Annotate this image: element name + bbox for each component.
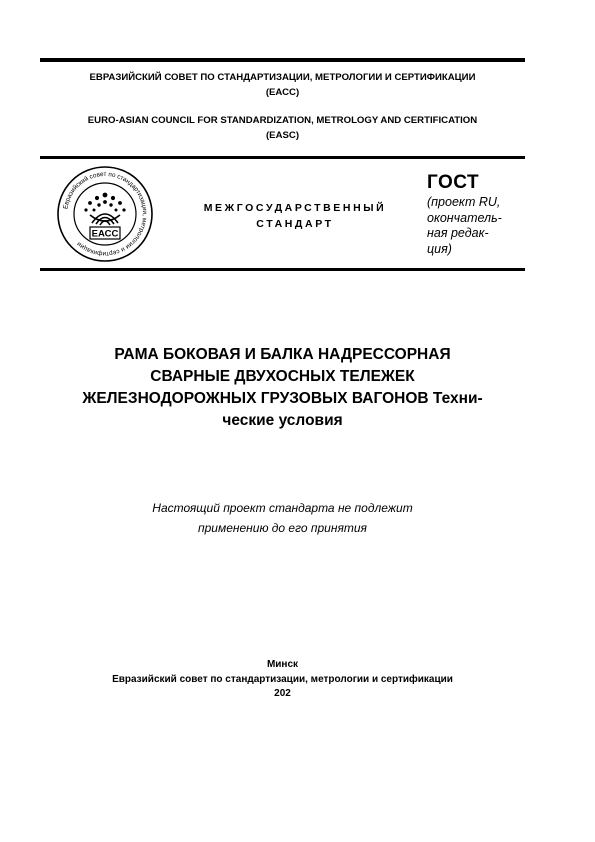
document-title-line4: ческие условия — [222, 412, 343, 429]
imprint-year: 202 — [274, 688, 291, 699]
imprint-city: Минск — [266, 659, 299, 670]
draft-status-line3: ная редак- — [427, 226, 489, 240]
gost-label: ГОСТ — [427, 172, 480, 193]
draft-status-line2: окончатель- — [427, 210, 502, 225]
draft-notice — [40, 498, 525, 538]
draft-notice-line2: применению до его принятия — [198, 521, 367, 535]
draft-status — [427, 195, 525, 257]
top-rule — [40, 58, 525, 62]
document-title — [40, 344, 525, 432]
council-abbr-en: (EASC) — [265, 130, 300, 141]
draft-status-line1: (проект RU, — [427, 195, 501, 209]
document-title-line1: РАМА БОКОВАЯ И БАЛКА НАДРЕССОРНАЯ — [114, 346, 451, 363]
draft-status-line4: ция) — [427, 241, 452, 256]
standard-type-line1: МЕЖГОСУДАРСТВЕННЫЙ — [203, 202, 387, 214]
gost-block — [427, 172, 525, 257]
imprint-publisher: Евразийский совет по стандартизации, метрологии и сертификации — [112, 673, 453, 685]
bottom-rule — [40, 268, 525, 271]
document-title-line2: СВАРНЫЕ ДВУХОСНЫХ ТЕЛЕЖЕК — [150, 368, 415, 385]
draft-notice-line1: Настоящий проект стандарта не подлежит — [152, 501, 413, 515]
seal-emblem — [84, 193, 125, 212]
standard-type-line2: СТАНДАРТ — [256, 218, 334, 230]
council-name-ru — [40, 70, 525, 100]
middle-rule — [40, 156, 525, 159]
document-title-line3: ЖЕЛЕЗНОДОРОЖНЫХ ГРУЗОВЫХ ВАГОНОВ Техни- — [82, 390, 483, 407]
standard-type — [170, 200, 420, 232]
council-name-en — [40, 113, 525, 143]
eass-seal-icon — [56, 165, 154, 263]
council-name-ru-line1: ЕВРАЗИЙСКИЙ СОВЕТ ПО СТАНДАРТИЗАЦИИ, МЕТРОЛОГИИ И СЕРТИФИКАЦИИ — [89, 72, 476, 83]
council-name-en-line1: EURO-ASIAN COUNCIL FOR STANDARDIZATION, METROLOGY AND CERTIFICATION — [87, 115, 478, 126]
seal-label: ЕАСС — [91, 228, 119, 240]
seal-ring-text: Евразийский совет по стандартизации, метрологии и сертификации — [62, 170, 149, 258]
council-abbr-ru: (ЕАСС) — [265, 87, 300, 98]
imprint — [40, 658, 525, 702]
